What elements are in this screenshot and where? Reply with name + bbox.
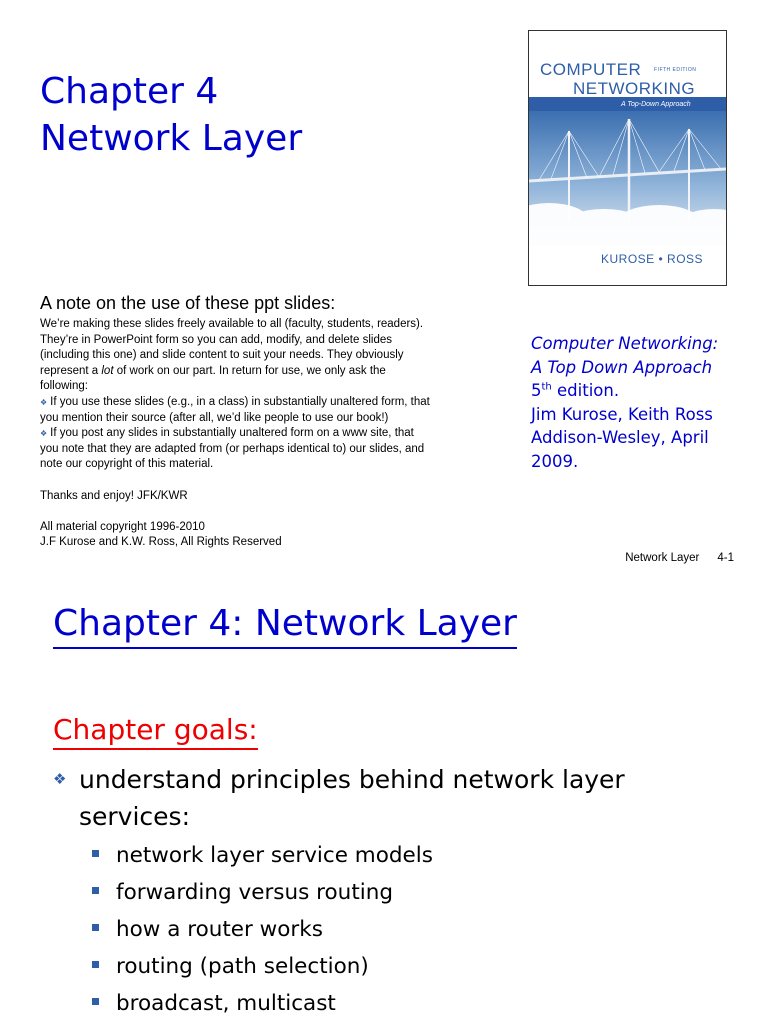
title-line-1: Chapter 4 (40, 71, 219, 112)
book-title-line-1: COMPUTER (540, 60, 642, 79)
citation-title: Computer Networking: (531, 334, 719, 353)
note-line: following: (40, 380, 88, 393)
diamond-bullet-icon: ❖ (40, 397, 48, 407)
book-authors: KUROSE • ROSS (601, 252, 704, 266)
goal-bullet (53, 761, 743, 835)
citation-edition: 5th edition. (531, 381, 620, 400)
square-bullet-icon (92, 961, 99, 968)
bridge-cover-art (529, 111, 726, 245)
note-line: you mention their source (after all, we’d like people to use our book!) (40, 411, 389, 424)
note-line: you note that they are adapted from (or perhaps identical to) our slides, and (40, 442, 425, 455)
square-bullet-icon (92, 924, 99, 931)
square-bullet-icon (92, 887, 99, 894)
note-line: We’re making these slides freely available to all (faculty, students, readers). (40, 318, 424, 330)
note-bullet: ❖ If you use these slides (e.g., in a class) in substantially unaltered form, that (40, 395, 430, 408)
diamond-bullet-icon: ❖ (53, 770, 67, 788)
chapter-goals-heading: Chapter goals: (53, 712, 258, 750)
title-line-2: Network Layer (40, 118, 303, 159)
book-edition: FIFTH EDITION (654, 67, 697, 73)
note-line: (including this one) and slide content to suit your needs. They obviously (40, 349, 404, 362)
footer-label: Network Layer (625, 552, 700, 564)
list-item: routing (path selection) (92, 948, 433, 985)
square-bullet-icon (92, 998, 99, 1005)
book-citation (531, 332, 761, 473)
slide-title: Chapter 4: Network Layer (53, 602, 517, 649)
book-title-line-2: NETWORKING (573, 79, 696, 98)
copyright-line: J.F Kurose and K.W. Ross, All Rights Reserved (40, 536, 282, 549)
slide-2 (0, 578, 768, 1024)
citation-publisher: Addison-Wesley, April (531, 428, 709, 447)
note-body (40, 317, 485, 551)
square-bullet-icon (92, 850, 99, 857)
citation-subtitle: A Top Down Approach (531, 357, 713, 377)
goal-sub-bullets (92, 837, 433, 1022)
list-item: network layer service models (92, 837, 433, 874)
book-subtitle: A Top-Down Approach (621, 101, 691, 108)
citation-year: 2009. (531, 451, 579, 471)
list-item: how a router works (92, 911, 433, 948)
note-heading: A note on the use of these ppt slides: (40, 293, 336, 313)
diamond-bullet-icon: ❖ (40, 429, 48, 439)
copyright-line: All material copyright 1996-2010 (40, 520, 205, 533)
slide-footer (625, 552, 734, 564)
thanks-line: Thanks and enjoy! JFK/KWR (40, 489, 188, 502)
footer-page-number: 4-1 (717, 552, 734, 564)
book-cover (528, 30, 727, 286)
note-bullet: ❖ If you post any slides in substantially unaltered form on a www site, that (40, 427, 414, 440)
list-item: broadcast, multicast (92, 985, 433, 1022)
note-line: They’re in PowerPoint form so you can add, modify, and delete slides (40, 333, 392, 346)
slide-title (40, 68, 302, 162)
citation-authors: Jim Kurose, Keith Ross (531, 404, 713, 424)
note-line: represent a lot of work on our part. In return for use, we only ask the (40, 364, 386, 377)
note-line: note our copyright of this material. (40, 458, 214, 471)
list-item: forwarding versus routing (92, 874, 433, 911)
goal-bullet-text: understand principles behind network layer services: (79, 765, 625, 831)
